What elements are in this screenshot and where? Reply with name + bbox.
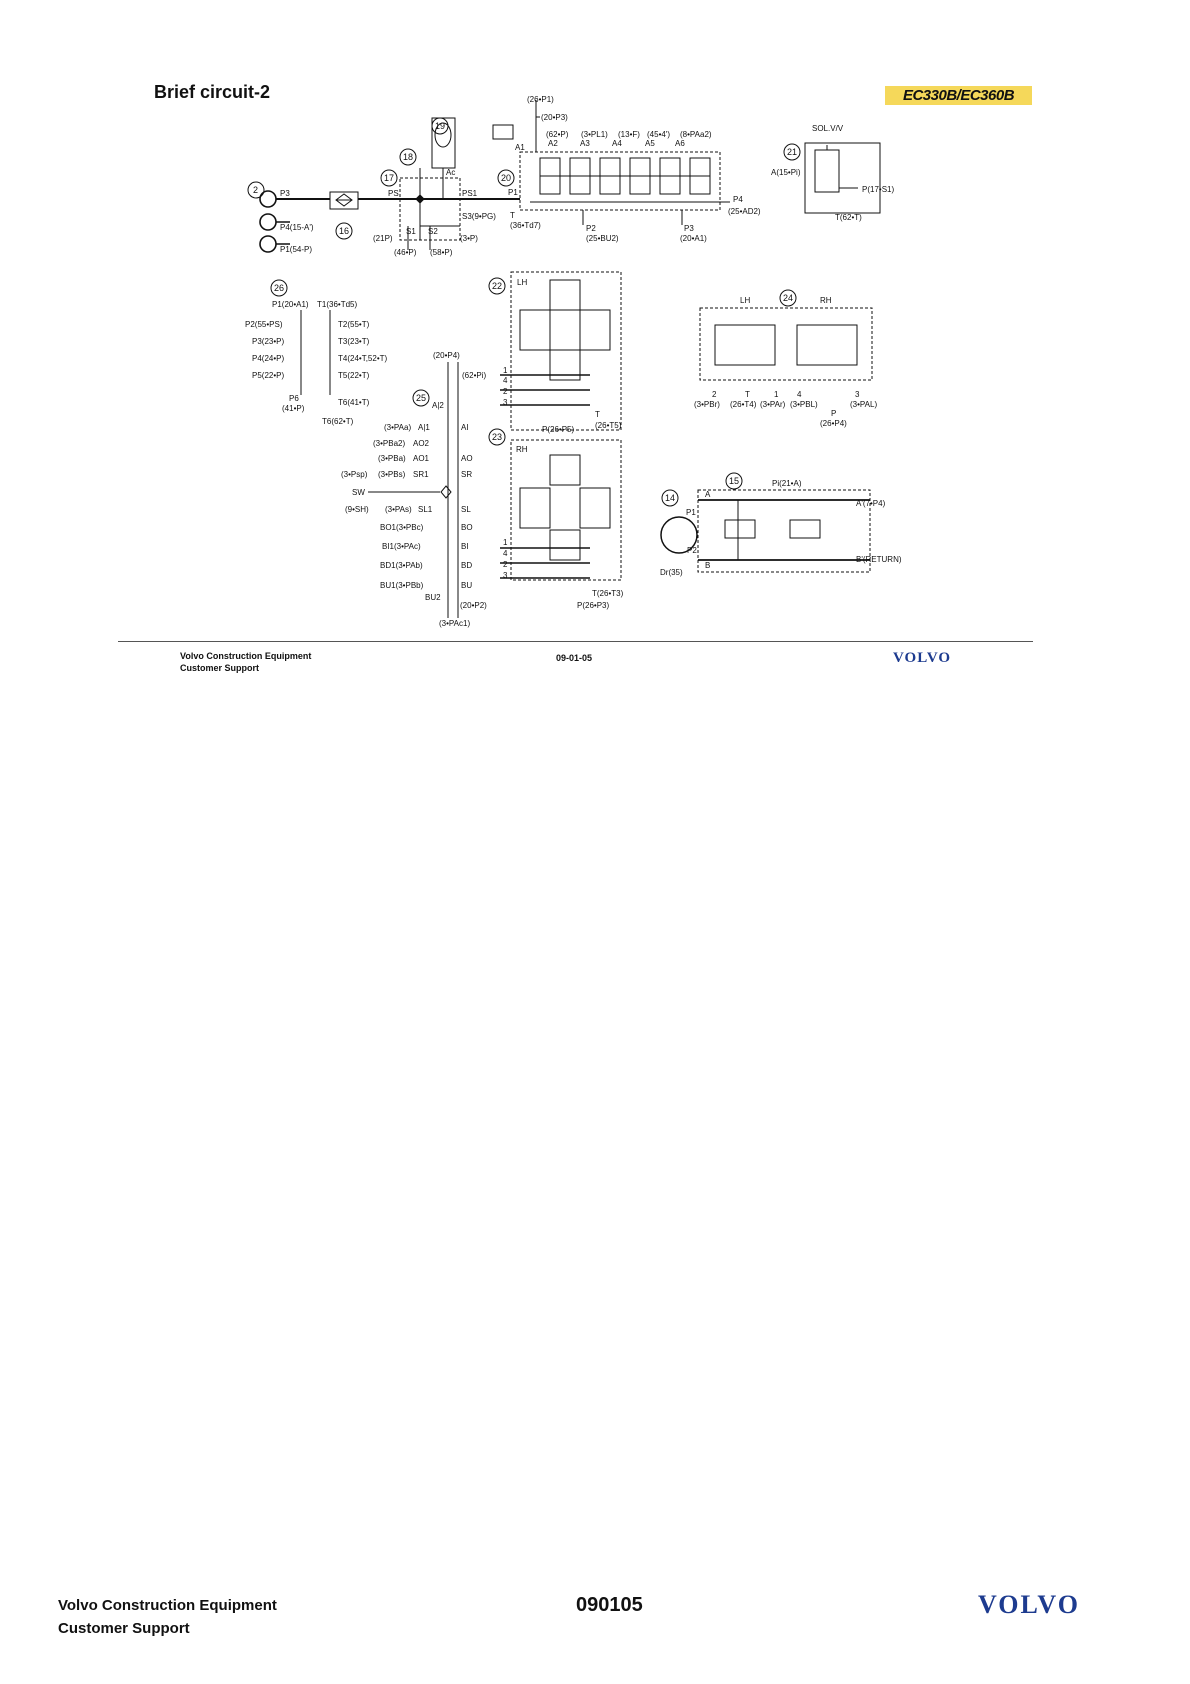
pump-p3-symbol [260,191,276,207]
label-25-ao1: AO1 [413,454,430,463]
label-26p1: (26•P1) [527,95,554,104]
label-p3: P3 [684,224,694,233]
circle-number-2-text: 2 [253,185,259,195]
label-15-dr35: Dr(35) [660,568,683,577]
label-26-t3: T3(23•T) [338,337,370,346]
label-26-p4: P4(24•P) [252,354,285,363]
pump-label-p4: P4(15-A') [280,223,314,232]
label-s1: S1 [406,227,416,236]
label-25-bd: BD [461,561,473,570]
label-24-2: 2 [712,390,717,399]
label-15-p1: P1 [686,508,696,517]
label-ps1: PS1 [462,189,478,198]
label-25-ai1: A|1 [418,423,430,432]
label-a5: A5 [645,139,655,148]
label-21p: (21P) [373,234,393,243]
label-23-3: 3 [503,571,508,580]
label-25-ao: AO [461,454,473,463]
circle-number-26-text: 26 [274,283,285,293]
circle-number-14-text: 14 [665,493,676,503]
label-23-p26p5: P(26•P5) [542,425,575,434]
label-24-1: 1 [774,390,779,399]
label-45-4: (45•4') [647,130,671,139]
label-22-lh: LH [517,278,528,287]
valve-bank-20 [493,95,761,243]
label-8paa2: (8•PAa2) [680,130,712,139]
footer-org-line1: Volvo Construction Equipment [58,1597,277,1614]
label-sol-vv: SOL.V/V [812,124,844,133]
label-25-3pas: (3•PAs) [385,505,412,514]
label-25-20p2: (20•P2) [460,601,487,610]
pump-p1-symbol [260,236,276,252]
label-62p: (62•P) [546,130,569,139]
label-26-t4: T4(24•T,52•T) [338,354,388,363]
label-26-t6b: T6(62•T) [322,417,354,426]
label-25-sl1: SL1 [418,505,433,514]
footer-org-line2: Customer Support [58,1620,190,1637]
label-22-3: 3 [503,398,508,407]
label-25-bd1: BD1(3•PAb) [380,561,423,570]
label-23-p26p3: P(26•P3) [577,601,610,610]
pump-label-p1: P1(54-P) [280,245,313,254]
circle-number-15-text: 15 [729,476,740,486]
label-22-1: 1 [503,366,508,375]
inner-volvo-logo: VOLVO [893,650,952,666]
label-24-3: 3 [855,390,860,399]
label-22-4: 4 [503,376,508,385]
footer-doc-code: 090105 [576,1594,643,1616]
pedal-valve-24 [694,290,877,428]
label-24-4: 4 [797,390,802,399]
label-ac: Ac [446,168,456,177]
label-25-ai: AI [461,423,469,432]
label-a2: A2 [548,139,558,148]
label-26-t2: T2(55•T) [338,320,370,329]
label-p4: P4 [733,195,743,204]
label-25-bo1: BO1(3•PBc) [380,523,424,532]
circle-number-24-text: 24 [783,293,794,303]
label-26-p2: P2(55•PS) [245,320,283,329]
manifold-26 [245,280,388,426]
circle-number-23-text: 23 [492,432,503,442]
label-t: T [510,211,515,220]
label-58p: (58•P) [430,248,453,257]
remote-control-valve-22 [489,272,622,430]
label-36td7: (36•Td7) [510,221,541,230]
solenoid-valve-row [530,158,712,202]
label-t62t: T(62•T) [835,213,862,222]
inner-footer-date: 09-01-05 [556,653,593,663]
pilot-block-17 [373,118,496,257]
label-25-sr: SR [461,470,473,479]
label-25-9sh: (9•SH) [345,505,369,514]
label-22-26t5: (26•T5) [595,421,622,430]
circle-number-21-text: 21 [787,147,798,157]
label-26-t1: T1(36•Td5) [317,300,358,309]
label-25-3pba: (3•PBa) [378,454,406,463]
label-p17s1: P(17•S1) [862,185,895,194]
label-a1: A1 [515,143,525,152]
label-s3: S3(9•PG) [462,212,496,221]
label-25-20p4: (20•P4) [433,351,460,360]
footer-volvo-logo: VOLVO [978,1590,1080,1619]
label-24-p: P [831,409,837,418]
inner-footer-rule [118,641,1033,642]
footer-org [58,1594,277,1640]
inner-footer-org-line2: Customer Support [180,663,260,673]
label-26-t6a: T6(41•T) [338,398,370,407]
label-25-bu: BU [461,581,473,590]
circle-number-18-text: 18 [403,152,414,162]
label-23-t26t3: T(26•T3) [592,589,624,598]
label-15-b: B [705,561,711,570]
control-block-25 [341,351,487,628]
label-26-p6: P6 [289,394,299,403]
label-p1: P1 [508,188,518,197]
label-15-pi21a: Pi(21•A) [772,479,802,488]
label-23-1: 1 [503,538,508,547]
pump-group-2 [248,182,330,254]
label-25-3pba2: (3•PBa2) [373,439,406,448]
label-24-26t4: (26•T4) [730,400,757,409]
pump-label-p3: P3 [280,189,290,198]
label-15-a: A [705,490,711,499]
circle-number-22-text: 22 [492,281,503,291]
label-a3: A3 [580,139,590,148]
hydraulic-circuit-diagram [0,0,1190,640]
label-24-rh: RH [820,296,832,305]
circle-number-25-text: 25 [416,393,427,403]
label-24-26p4: (26•P4) [820,419,847,428]
circle-number-19-text: 19 [435,121,446,131]
label-a15pi: A(15•Pi) [771,168,801,177]
circle-number-20-text: 20 [501,173,512,183]
label-25-3pbs: (3•PBs) [378,470,406,479]
label-25-3psp: (3•Psp) [341,470,368,479]
remote-control-valve-23 [489,425,624,610]
label-24-3pbr: (3•PBr) [694,400,720,409]
label-26-p5: P5(22•P) [252,371,285,380]
label-25-ao2: AO2 [413,439,430,448]
label-13f: (13•F) [618,130,640,139]
model-badge: EC330B/EC360B [885,86,1032,105]
label-25-3paa: (3•PAa) [384,423,412,432]
label-24-lh: LH [740,296,751,305]
label-25-62pi: (62•Pi) [462,371,487,380]
label-20a1: (20•A1) [680,234,707,243]
label-25-bu2: BU2 [425,593,441,602]
label-25-bi: BI [461,542,469,551]
label-a6: A6 [675,139,685,148]
label-25-sl: SL [461,505,471,514]
solenoid-valve-21 [771,124,894,222]
label-25-3pac1: (3•PAc1) [439,619,471,628]
label-25bu2: (25•BU2) [586,234,619,243]
label-25-sw: SW [352,488,365,497]
label-25-bi1: BI1(3•PAc) [382,542,421,551]
label-26-t5: T5(22•T) [338,371,370,380]
label-24-t: T [745,390,750,399]
label-24-3pal: (3•PAL) [850,400,878,409]
label-24-3pbl: (3•PBL) [790,400,818,409]
label-a4: A4 [612,139,622,148]
label-15-p2: P2 [687,546,697,555]
label-20p3: (20•P3) [541,113,568,122]
page-title: Brief circuit-2 [154,82,271,102]
label-24-3par: (3•PAr) [760,400,786,409]
label-3p: (3•P) [460,234,478,243]
label-25-bu1: BU1(3•PBb) [380,581,424,590]
label-s2: S2 [428,227,438,236]
label-22-t: T [595,410,600,419]
label-25-sr1: SR1 [413,470,429,479]
swing-motor-14-valve-15 [660,473,902,577]
label-46p: (46•P) [394,248,417,257]
label-ps: PS [388,189,399,198]
pump-p4-symbol [260,214,276,230]
label-23-2: 2 [503,560,508,569]
circle-number-17-text: 17 [384,173,395,183]
label-15-a7p4: A'(7•P4) [856,499,886,508]
label-23-rh: RH [516,445,528,454]
label-23-4: 4 [503,549,508,558]
label-26-p3: P3(23•P) [252,337,285,346]
label-p2: P2 [586,224,596,233]
label-25ad2: (25•AD2) [728,207,761,216]
inner-footer-org [180,650,311,674]
label-3pl1: (3•PL1) [581,130,608,139]
label-22-2: 2 [503,387,508,396]
label-25-a2: A|2 [432,401,444,410]
label-15-breturn: B'(RETURN) [856,555,902,564]
label-26-p1: P1(20•A1) [272,300,309,309]
label-26-41p: (41•P) [282,404,305,413]
inner-footer-org-line1: Volvo Construction Equipment [180,651,312,661]
circle-number-16-text: 16 [339,226,350,236]
label-25-bo: BO [461,523,473,532]
